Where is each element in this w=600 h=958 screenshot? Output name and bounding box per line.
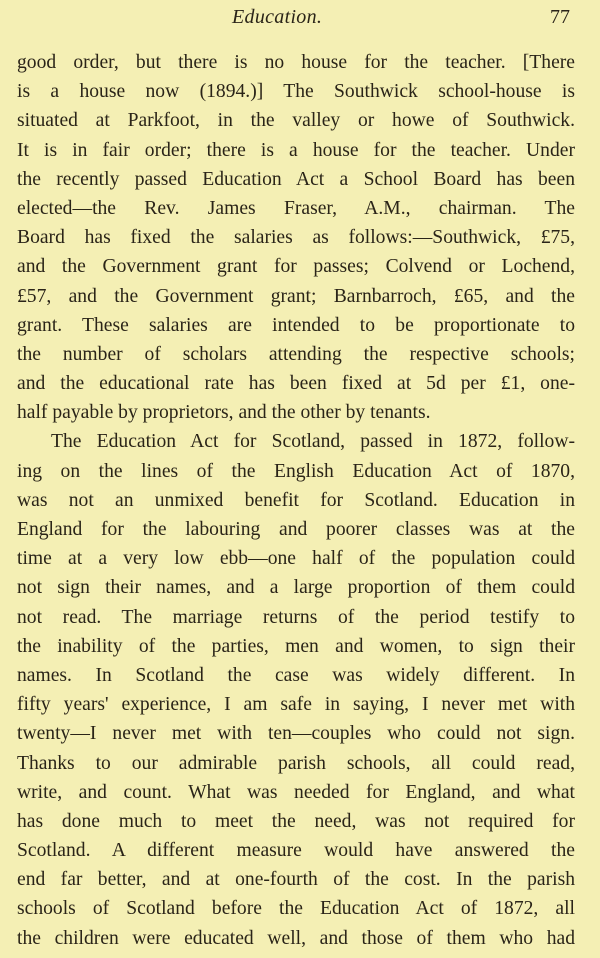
text-line: England for the labouring and poorer classes was at the: [17, 519, 575, 540]
running-title: Education.: [232, 6, 323, 28]
text-line: situated at Parkfoot, in the valley or howe of Southwick.: [17, 110, 575, 132]
text-line: is a house now (1894.)] The Southwick school-house is: [17, 81, 575, 103]
text-line: the number of scholars attending the respective schools;: [17, 343, 575, 365]
text-line: good order, but there is no house for the teacher. [There: [17, 52, 575, 73]
text-line: and the Government grant for passes; Colvend or Lochend,: [17, 256, 575, 278]
text-line: elected—the Rev. James Fraser, A.M., chairman. The: [17, 197, 575, 219]
text-line: write, and count. What was needed for England, and what: [17, 781, 575, 803]
text-line: ing on the lines of the English Education Act of 1870,: [17, 460, 575, 482]
text-line: names. In Scotland the case was widely different. In: [17, 664, 575, 686]
text-line: fifty years' experience, I am safe in saying, I never met with: [17, 694, 575, 716]
text-line: Thanks to our admirable parish schools, all could read,: [17, 752, 575, 774]
text-line: grant. These salaries are intended to be proportionate to: [17, 314, 575, 336]
body-text: [17, 48, 575, 953]
text-line: the recently passed Education Act a School Board has been: [17, 168, 575, 190]
text-line: twenty—I never met with ten—couples who could not sign.: [17, 723, 575, 745]
text-line: Scotland. A different measure would have answered the: [17, 840, 575, 862]
paragraph-end-line: half payable by proprietors, and the other by tenants.: [17, 402, 431, 424]
text-line: end far better, and at one-fourth of the cost. In the parish: [17, 869, 575, 891]
text-line: not read. The marriage returns of the period testify to: [17, 606, 575, 628]
text-line: Board has fixed the salaries as follows:—Southwick, £75,: [17, 227, 575, 249]
paragraph-start-line: The Education Act for Scotland, passed in 1872, follow-: [51, 431, 575, 453]
text-line: £57, and the Government grant; Barnbarroch, £65, and the: [17, 285, 575, 307]
text-line: not sign their names, and a large proportion of them could: [17, 577, 575, 599]
running-head: [0, 4, 600, 30]
text-line: time at a very low ebb—one half of the population could: [17, 548, 575, 570]
text-line: has done much to meet the need, was not required for: [17, 810, 575, 832]
text-line: It is in fair order; there is a house for the teacher. Under: [17, 139, 575, 161]
text-line: and the educational rate has been fixed at 5d per £1, one-: [17, 373, 575, 395]
page-number: 77: [550, 6, 570, 28]
text-line: the children were educated well, and those of them who had: [17, 927, 575, 949]
text-line: was not an unmixed benefit for Scotland. Education in: [17, 489, 575, 511]
text-line: the inability of the parties, men and women, to sign their: [17, 635, 575, 657]
text-line: schools of Scotland before the Education Act of 1872, all: [17, 898, 575, 920]
